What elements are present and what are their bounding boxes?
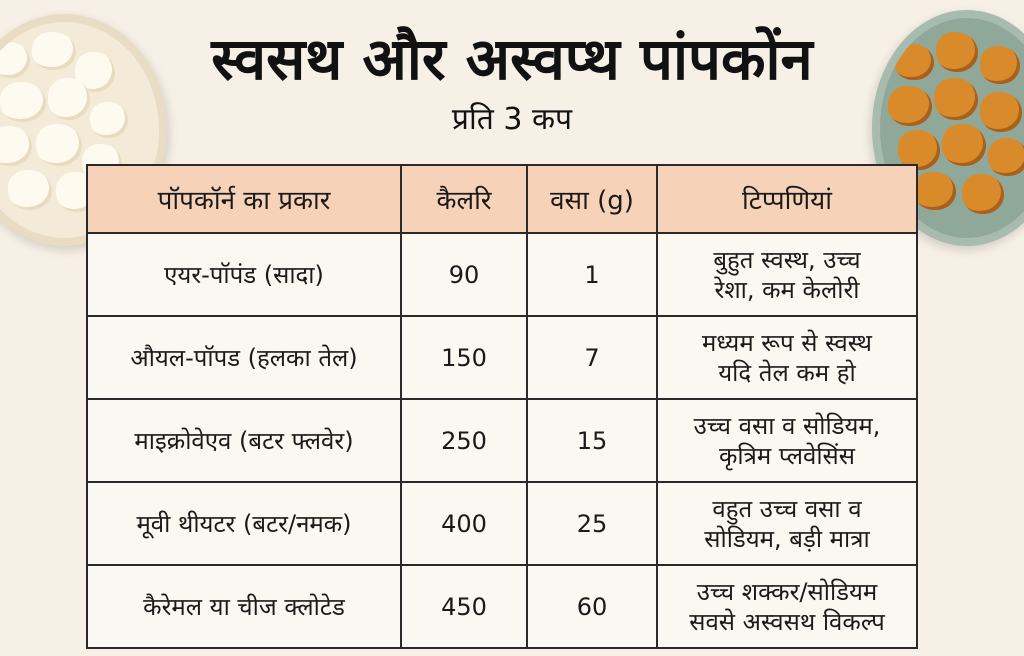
- table-row: [87, 316, 917, 399]
- table-row: [87, 482, 917, 565]
- page-subtitle: प्रति 3 कप: [451, 102, 573, 137]
- cell-fat: 1: [527, 233, 657, 316]
- cell-calories: 150: [401, 316, 527, 399]
- column-header-calories: कैलरि: [401, 165, 527, 233]
- cell-note-line: बुहुत स्वस्थ, उच्च: [713, 245, 861, 274]
- cell-calories: 250: [401, 399, 527, 482]
- cell-note: [657, 233, 917, 316]
- cell-note-line: मध्यम रूप से स्वस्थ: [702, 328, 872, 357]
- cell-note: [657, 399, 917, 482]
- cell-note-line: उच्च वसा व सोडियम,: [693, 411, 881, 440]
- cell-type: कैरेमल या चीज क्लोटेड: [87, 565, 401, 648]
- column-header-fat: वसा (g): [527, 165, 657, 233]
- cell-note-line: यदि तेल कम हो: [718, 358, 856, 387]
- popcorn-comparison-table: [86, 164, 918, 649]
- column-header-notes: टिप्पणियां: [657, 165, 917, 233]
- cell-note: [657, 565, 917, 648]
- cell-calories: 400: [401, 482, 527, 565]
- cell-note-line: सवसे अस्वसथ विकल्प: [689, 607, 885, 636]
- cell-note-line: सोडियम, बड़ी मात्रा: [704, 524, 870, 553]
- cell-fat: 7: [527, 316, 657, 399]
- cell-note-line: वहुत उच्च वसा व: [712, 494, 862, 523]
- cell-calories: 90: [401, 233, 527, 316]
- cell-note-line: उच्च शक्कर/सोडियम: [696, 577, 878, 606]
- cell-type: मूवी थीयटर (बटर/नमक): [87, 482, 401, 565]
- table-row: [87, 399, 917, 482]
- cell-fat: 60: [527, 565, 657, 648]
- cell-note-line: कृत्रिम प्लवेसिंस: [719, 441, 855, 470]
- table-row: [87, 233, 917, 316]
- cell-note-line: रेशा, कम केलोरी: [714, 275, 860, 304]
- page-title: स्वसथ और अस्वप्थ पांपकोंन: [211, 25, 813, 93]
- cell-type: एयर-पॉपंड (सादा): [87, 233, 401, 316]
- column-header-type: पॉपकॉर्न का प्रकार: [87, 165, 401, 233]
- cell-calories: 450: [401, 565, 527, 648]
- cell-fat: 15: [527, 399, 657, 482]
- cell-fat: 25: [527, 482, 657, 565]
- table-row: [87, 565, 917, 648]
- cell-note: [657, 316, 917, 399]
- cell-note: [657, 482, 917, 565]
- table-header-row: [87, 165, 917, 233]
- cell-type: माइक्रोवेएव (बटर फ्लवेर): [87, 399, 401, 482]
- cell-type: औयल-पॉपड (हलका तेल): [87, 316, 401, 399]
